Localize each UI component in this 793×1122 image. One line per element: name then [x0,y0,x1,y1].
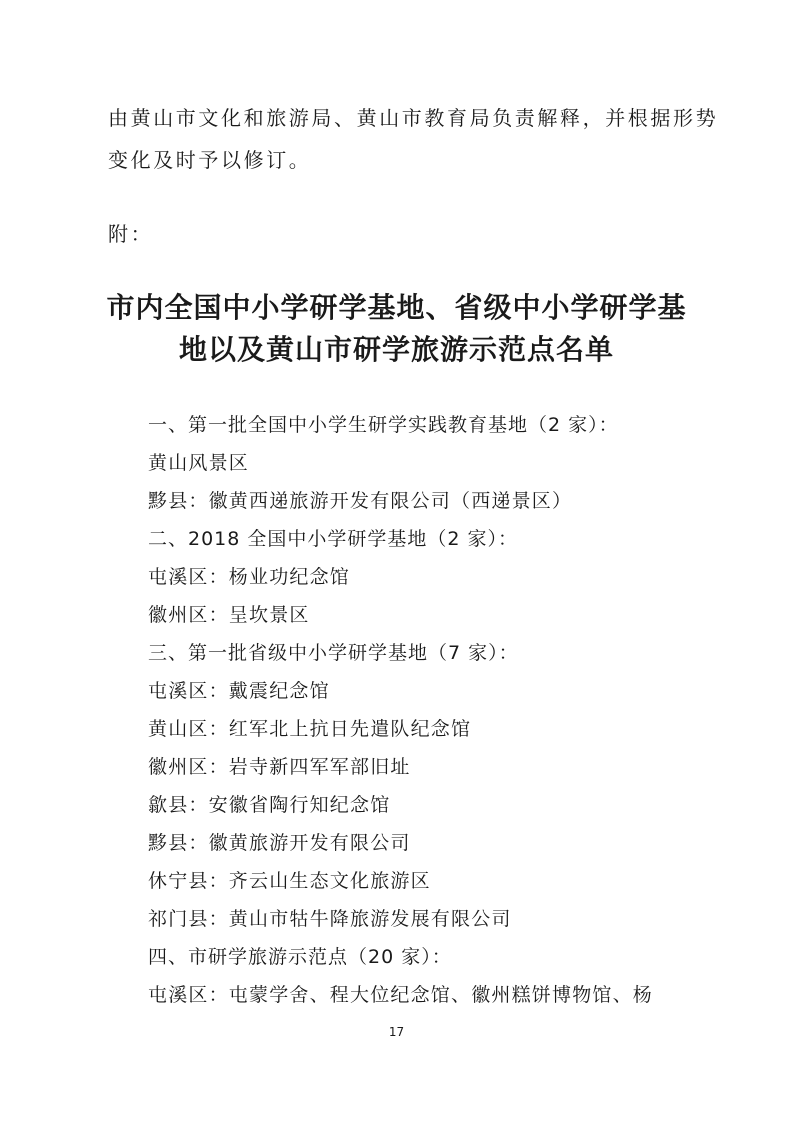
list-item: 徽州区：岩寺新四军军部旧址 [148,756,411,778]
section-heading-4: 四、市研学旅游示范点（20 家）： [148,946,452,968]
intro-line-2: 变化及时予以修订。 [108,148,312,172]
list-item: 屯溪区：杨业功纪念馆 [148,566,351,588]
list-item: 祁门县：黄山市牯牛降旅游发展有限公司 [148,908,512,930]
annex-label: 附： [108,222,154,246]
section-heading-1: 一、第一批全国中小学生研学实践教育基地（2 家）： [148,414,619,436]
list-item: 休宁县：齐云山生态文化旅游区 [148,870,431,892]
list-item: 黄山区：红军北上抗日先遣队纪念馆 [148,718,472,740]
list-item: 黟县：徽黄旅游开发有限公司 [148,832,411,854]
list-item: 屯溪区：戴震纪念馆 [148,680,330,702]
list-item: 歙县：安徽省陶行知纪念馆 [148,794,391,816]
list-item: 黄山风景区 [148,452,250,474]
list-item: 屯溪区：屯蒙学舍、程大位纪念馆、徽州糕饼博物馆、杨 [148,984,654,1006]
page-number: 17 [388,1025,405,1039]
list-title-line-1: 市内全国中小学研学基地、省级中小学研学基 [106,291,687,324]
list-title-line-2: 地以及黄山市研学旅游示范点名单 [178,333,614,366]
list-item: 徽州区：呈坎景区 [148,604,310,626]
section-heading-2: 二、2018 全国中小学研学基地（2 家）： [148,528,519,550]
list-item: 黟县：徽黄西递旅游开发有限公司（西递景区） [148,490,573,512]
section-heading-3: 三、第一批省级中小学研学基地（7 家）： [148,642,519,664]
intro-line-1: 由黄山市文化和旅游局、黄山市教育局负责解释，并根据形势 [108,106,719,130]
